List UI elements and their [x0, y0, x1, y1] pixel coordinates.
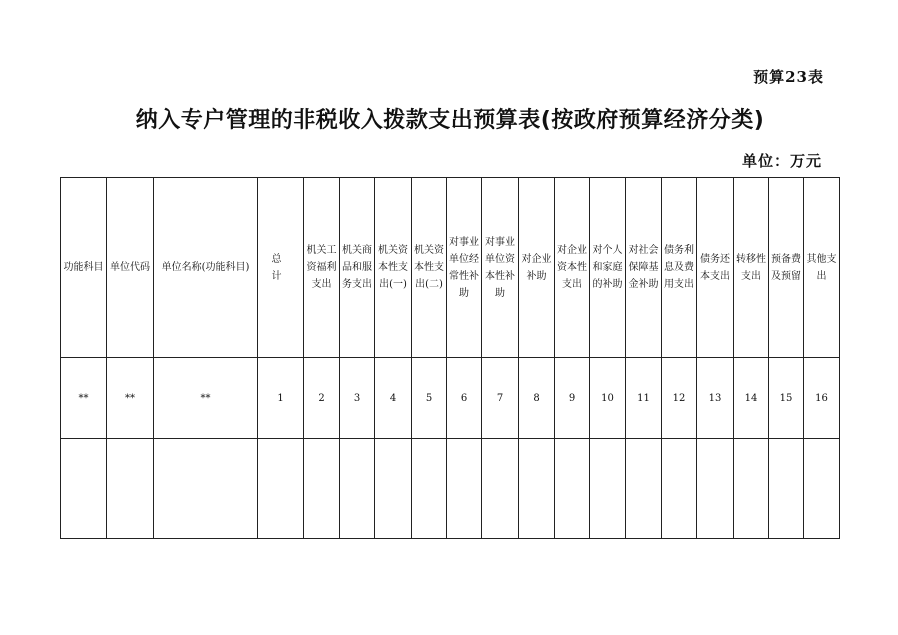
table-cell: 14	[734, 358, 769, 439]
table-cell: 6	[447, 358, 482, 439]
column-header-other: 其他支出	[804, 178, 840, 358]
header-row	[61, 178, 840, 358]
column-header-reserve: 预备费及预留	[769, 178, 804, 358]
column-header-function-subject: 功能科目	[61, 178, 107, 358]
table-cell: 3	[340, 358, 375, 439]
table-cell	[447, 439, 482, 539]
table-cell	[804, 439, 840, 539]
table-cell	[482, 439, 519, 539]
table-cell	[107, 439, 154, 539]
table-cell: 10	[590, 358, 626, 439]
table-cell	[412, 439, 447, 539]
table-cell: **	[154, 358, 258, 439]
table-cell: 11	[626, 358, 662, 439]
table-cell: 7	[482, 358, 519, 439]
column-header-capital-1: 机关资本性支出(一)	[375, 178, 412, 358]
table-cell	[154, 439, 258, 539]
table-cell	[662, 439, 697, 539]
table-cell	[769, 439, 804, 539]
column-header-enterprise-subsidy: 对企业补助	[519, 178, 555, 358]
table-cell	[734, 439, 769, 539]
table-cell: **	[107, 358, 154, 439]
column-header-unit-name: 单位名称(功能科目)	[154, 178, 258, 358]
table-cell	[61, 439, 107, 539]
column-header-unit-code: 单位代码	[107, 178, 154, 358]
column-header-institution-capital-subsidy: 对事业单位资本性补助	[482, 178, 519, 358]
table-cell: 12	[662, 358, 697, 439]
table-cell	[304, 439, 340, 539]
table-cell	[258, 439, 304, 539]
table-cell: 16	[804, 358, 840, 439]
column-header-household-subsidy: 对个人和家庭的补助	[590, 178, 626, 358]
table-cell: **	[61, 358, 107, 439]
table-cell: 5	[412, 358, 447, 439]
table-row	[61, 439, 840, 539]
unit-label: 单位：万元	[741, 152, 822, 170]
table-cell: 4	[375, 358, 412, 439]
table-cell	[590, 439, 626, 539]
table-cell	[555, 439, 590, 539]
column-header-institution-recurrent-subsidy: 对事业单位经常性补助	[447, 178, 482, 358]
table-cell: 8	[519, 358, 555, 439]
table-cell	[375, 439, 412, 539]
table-number: 预算23表	[753, 68, 824, 86]
table-cell	[340, 439, 375, 539]
column-header-debt-principal: 债务还本支出	[697, 178, 734, 358]
table-cell: 13	[697, 358, 734, 439]
page-title: 纳入专户管理的非税收入拨款支出预算表(按政府预算经济分类)	[135, 108, 765, 133]
table-cell: 9	[555, 358, 590, 439]
column-header-debt-interest: 债务利息及费用支出	[662, 178, 697, 358]
table-cell	[697, 439, 734, 539]
table-cell: 15	[769, 358, 804, 439]
column-header-enterprise-capital: 对企业资本性支出	[555, 178, 590, 358]
column-header-capital-2: 机关资本性支出(二)	[412, 178, 447, 358]
table-cell	[626, 439, 662, 539]
column-header-social-security-fund: 对社会保障基金补助	[626, 178, 662, 358]
column-header-salary-welfare: 机关工资福利支出	[304, 178, 340, 358]
column-header-goods-services: 机关商品和服务支出	[340, 178, 375, 358]
table-row	[61, 358, 840, 439]
table-cell: 1	[258, 358, 304, 439]
table-cell: 2	[304, 358, 340, 439]
budget-table	[60, 177, 840, 539]
column-header-total: 总 计	[258, 178, 304, 358]
column-header-transfer: 转移性支出	[734, 178, 769, 358]
table-cell	[519, 439, 555, 539]
